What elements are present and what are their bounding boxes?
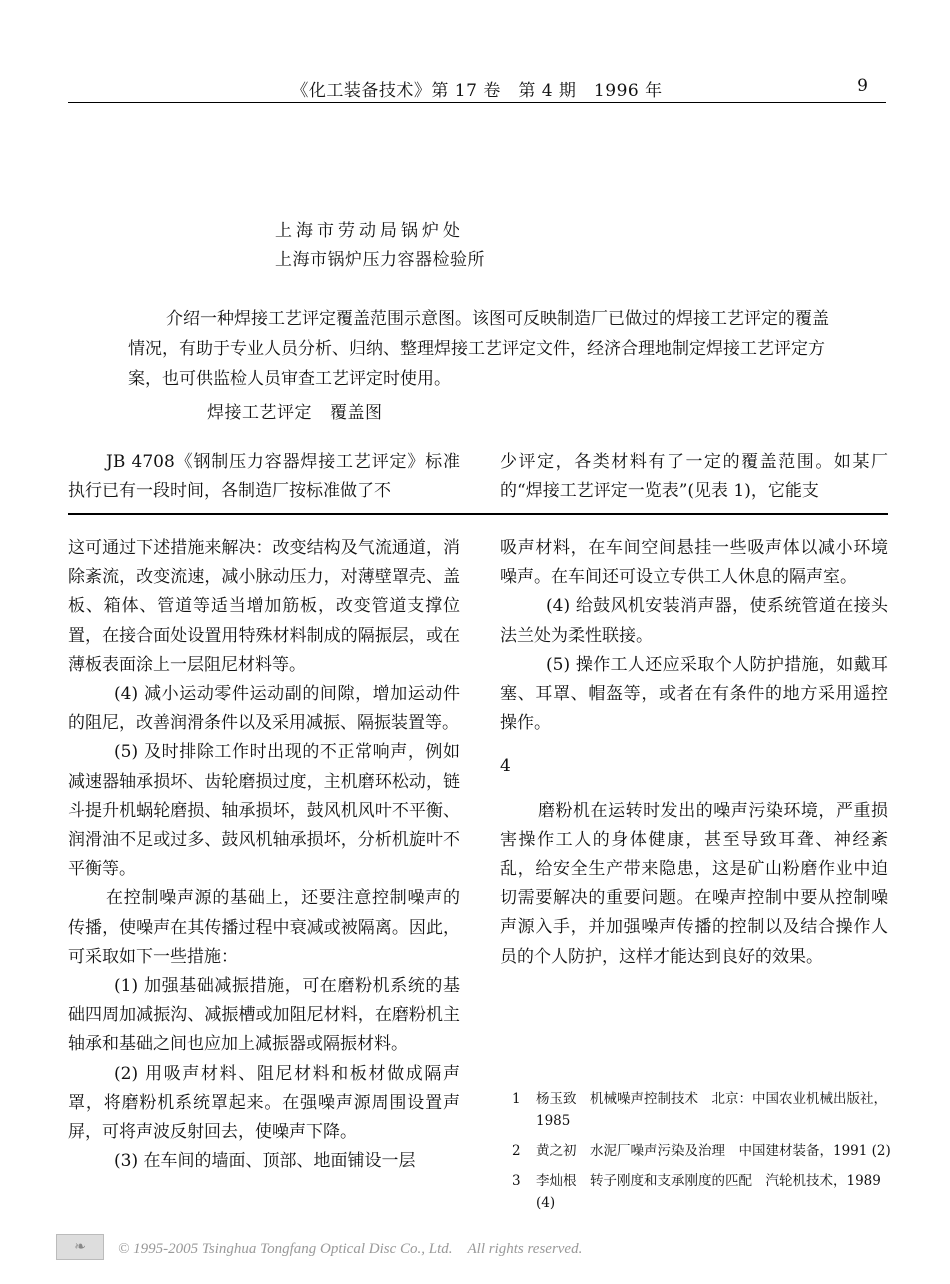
paragraph: 磨粉机在运转时发出的噪声污染环境，严重损害操作工人的身体健康，甚至导致耳聋、神经紊乱，给安全生产带来隐患，这是矿山粉磨作业中迫切需要解决的重要问题。在噪声控制中要从控制噪声源入手，并加强噪声传播的控制以及结合操作人员的个人防护，这样才能达到良好的效果。 xyxy=(500,800,888,967)
section-number: 4 xyxy=(500,756,511,777)
reference-number: 1 xyxy=(512,1091,521,1107)
reference-text: 杨玉致 机械噪声控制技术 北京：中国农业机械出版社，1985 xyxy=(536,1091,887,1129)
paragraph: (4) 给鼓风机安装消声器，使系统管道在接头法兰处为柔性联接。 xyxy=(500,596,888,646)
right-column xyxy=(500,534,888,972)
journal-citation: 《化工装备技术》第 17 卷 第 4 期 1996 年 xyxy=(291,81,663,101)
left-column xyxy=(68,534,460,1176)
paragraph: (5) 及时排除工作时出现的不正常响声，例如减速器轴承损坏、齿轮磨损过度，主机磨环松动，链斗提升机蜗轮磨损、轴承损坏，鼓风机风叶不平衡、润滑油不足或过多、鼓风机轴承损坏，分析机旋叶不平衡等。 xyxy=(68,742,460,880)
intro-right: 少评定，各类材料有了一定的覆盖范围。如某厂的“焊接工艺评定一览表”(见表 1)，它能支 xyxy=(500,452,888,501)
keyword: 覆盖图 xyxy=(330,403,383,423)
reference-list xyxy=(512,1088,892,1222)
keywords xyxy=(207,398,383,423)
paragraph: (3) 在车间的墙面、顶部、地面铺设一层 xyxy=(114,1151,416,1172)
reference-item xyxy=(512,1088,892,1132)
paragraph: 吸声材料，在车间空间悬挂一些吸声体以减小环境噪声。在车间还可设立专供工人休息的隔声室。 xyxy=(500,538,888,588)
paragraph: (1) 加强基础减振措施，可在磨粉机系统的基础四周加减振沟、减振槽或加阻尼材料，在磨粉机主轴承和基础之间也应加上减振器或隔振材料。 xyxy=(68,976,460,1055)
footer xyxy=(56,1232,916,1260)
paragraph: (2) 用吸声材料、阻尼材料和板材做成隔声罩，将磨粉机系统罩起来。在强噪声源周围设置声屏，可将声波反射回去，使噪声下降。 xyxy=(68,1063,460,1143)
paragraph: (4) 减小运动零件运动副的间隙，增加运动件的阻尼，改善润滑条件以及采用减振、隔振装置等。 xyxy=(68,684,460,734)
affiliation-1: 上海市劳动局锅炉处 xyxy=(275,221,464,241)
reference-number: 3 xyxy=(512,1173,521,1189)
reference-item xyxy=(512,1140,892,1162)
affiliation-2: 上海市锅炉压力容器检验所 xyxy=(275,250,485,270)
reference-text: 李灿根 转子刚度和支承刚度的匹配 汽轮机技术，1989 (4) xyxy=(536,1173,881,1211)
intro-left: JB 4708《钢制压力容器焊接工艺评定》标准执行已有一段时间，各制造厂按标准做了不 xyxy=(68,452,460,501)
paragraph: (5) 操作工人还应采取个人防护措施，如戴耳塞、耳罩、帽盔等，或者在有条件的地方采用遥控操作。 xyxy=(500,654,888,734)
reference-number: 2 xyxy=(512,1143,521,1159)
running-header xyxy=(68,76,886,103)
copyright-notice: © 1995-2005 Tsinghua Tongfang Optical Disc Co., Ltd. All rights reserved. xyxy=(118,1241,583,1257)
publisher-logo-icon: ❧ xyxy=(56,1234,104,1260)
keyword: 焊接工艺评定 xyxy=(207,403,312,423)
reference-text: 黄之初 水泥厂噪声污染及治理 中国建材装备，1991 (2) xyxy=(536,1143,891,1159)
page-number: 9 xyxy=(857,76,868,96)
paragraph: 这可通过下述措施来解决：改变结构及气流通道，消除紊流，改变流速，减小脉动压力，对薄壁罩壳、盖板、箱体、管道等适当增加筋板，改变管道支撑位置，在接合面处设置用特殊材料制成的隔振层，或在薄板表面涂上一层阻尼材料等。 xyxy=(68,538,460,675)
paragraph: 在控制噪声源的基础上，还要注意控制噪声的传播，使噪声在其传播过程中衰减或被隔离。因此，可采取如下一些措施： xyxy=(68,888,460,967)
reference-item xyxy=(512,1170,892,1214)
abstract: 介绍一种焊接工艺评定覆盖范围示意图。该图可反映制造厂已做过的焊接工艺评定的覆盖情况，有助于专业人员分析、归纳、整理焊接工艺评定文件，经济合理地制定焊接工艺评定方案，也可供监检人员审查工艺评定时使用。 xyxy=(128,309,829,389)
section-divider xyxy=(68,513,888,515)
